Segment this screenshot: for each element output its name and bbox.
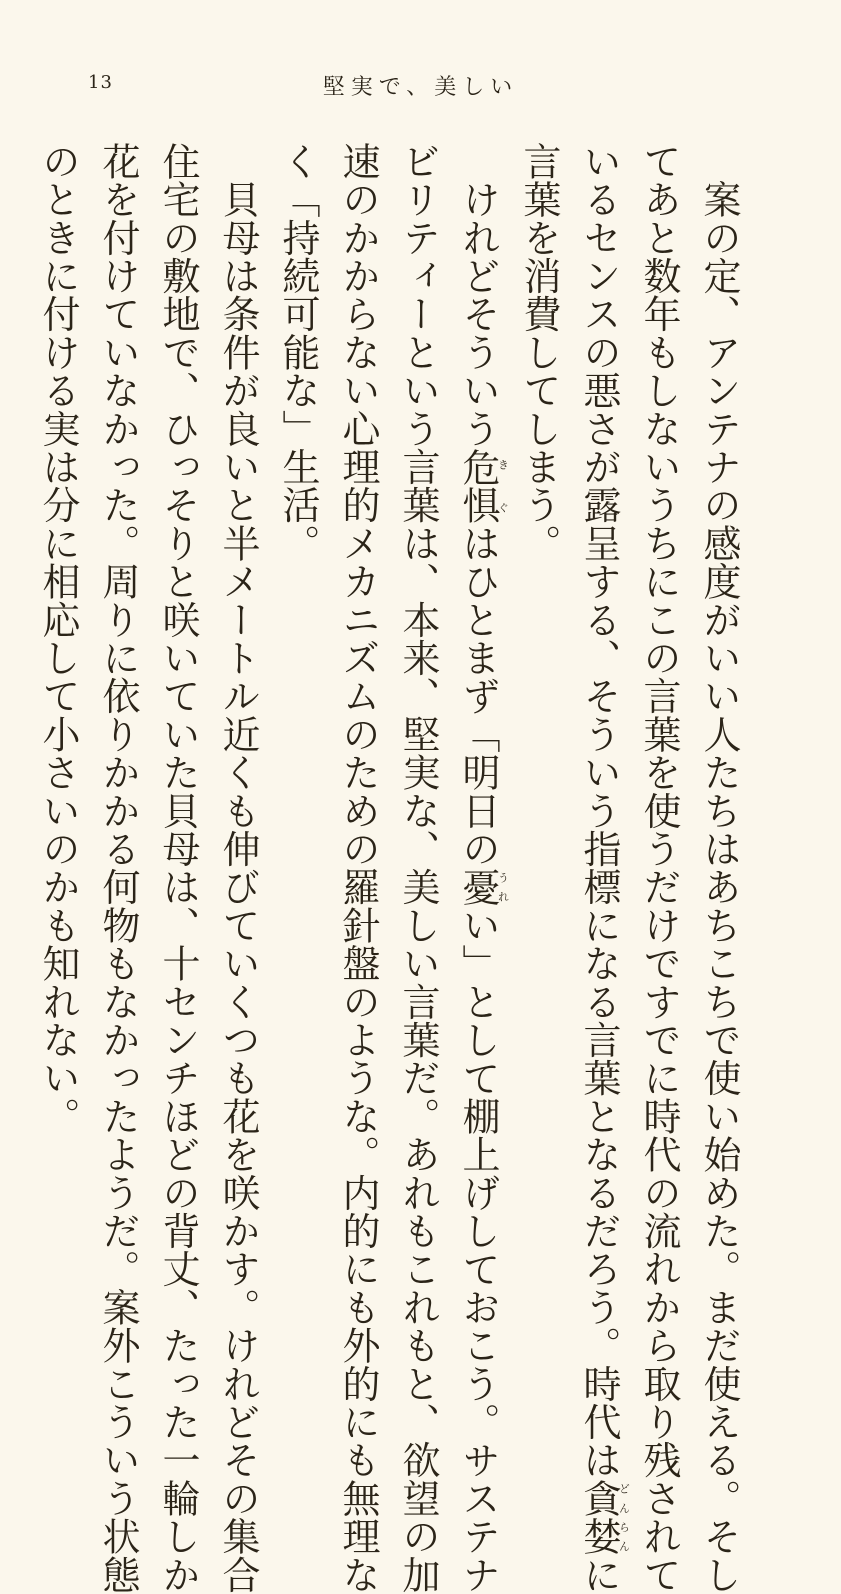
ruby-base: 危惧	[456, 447, 500, 525]
page-number: 13	[88, 72, 113, 93]
paragraph	[28, 142, 268, 1594]
text-run: 速のかからない心理的メカニズムのための羅針盤のような。内的にも外的にも無理な	[336, 142, 380, 1594]
ruby-annotation	[456, 867, 510, 907]
ruby-reading: きぐ	[496, 447, 510, 525]
text-run: のときに付ける実は分に相応して小さいのかも知れない。	[36, 142, 80, 1136]
text-run: 言葉を消費してしまう。	[517, 142, 561, 563]
text-run: はひとまず「明日の	[456, 524, 500, 868]
text-run: いるセンスの悪さが露呈する、そういう指標になる言葉となるだろう。時代は	[577, 142, 621, 1479]
text-run: てあと数年もしないうちにこの言葉を使うだけですでに時代の流れから取り残されて	[637, 142, 681, 1594]
text-run: い」として棚上げしておこう。サステナ	[456, 906, 500, 1594]
text-run: けれどそういう	[456, 142, 500, 448]
text-run: 住宅の敷地で、ひっそりと咲いていた貝母は、十センチほどの背丈、たった一輪しか	[156, 142, 200, 1594]
ruby-base: 貪婪	[577, 1479, 621, 1556]
text-run: 貝母は条件が良いと半メートル近くも伸びていくつも花を咲かす。けれどその集合	[216, 142, 260, 1594]
text-run: く「持続可能な」生活。	[276, 142, 320, 563]
text-run: 案の定、アンテナの感度がいい人たちはあちこちで使い始めた。まだ使える。そし	[697, 142, 741, 1594]
page-header	[0, 70, 841, 106]
ruby-reading: どんらん	[617, 1479, 631, 1556]
ruby-annotation	[577, 1479, 631, 1556]
text-run: ビリティーという言葉は、本来、堅実な、美しい言葉だ。あれもこれもと、欲望の加	[396, 142, 440, 1594]
ruby-base: 憂	[456, 867, 500, 907]
paragraph	[268, 142, 510, 1594]
ruby-annotation	[456, 447, 510, 525]
text-run: 花を付けていなかった。周りに依りかかる何物もなかったようだ。案外こういう状態	[96, 142, 140, 1594]
body-text	[0, 142, 749, 1594]
paragraph	[509, 142, 749, 1594]
text-run: に	[577, 1555, 621, 1594]
ruby-reading: うれ	[496, 867, 510, 907]
running-title: 堅実で、美しい	[322, 75, 519, 100]
